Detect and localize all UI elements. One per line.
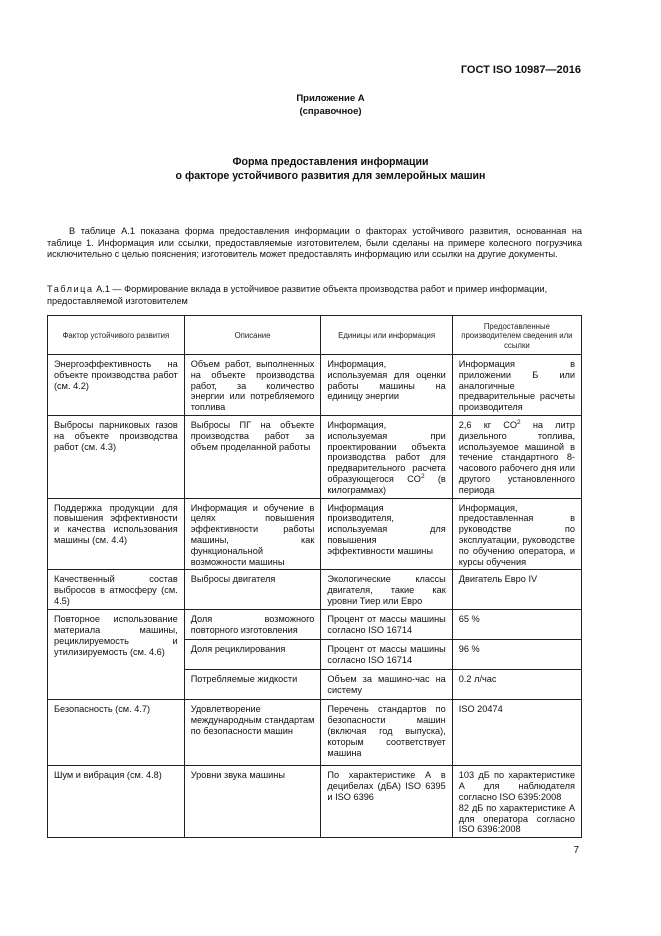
cell-info: ISO 20474 (452, 700, 581, 766)
annex-title: Приложение А (296, 93, 365, 104)
section-title-line1: Форма предоставления информации (232, 156, 429, 168)
cell-description: Выбросы ПГ на объекте производства работ за объем проделанной работы (184, 415, 321, 498)
table-row (48, 355, 582, 416)
header-description: Описание (184, 316, 321, 355)
units-text: Информация, используемая при проектировании объекта производства работ для предварительного расчета образующегося CO (327, 419, 446, 484)
header-units: Единицы или информация (321, 316, 452, 355)
cell-description: Доля возможного повторного изготовления (184, 610, 321, 640)
cell-units: Процент от массы машины согласно ISO 16714 (321, 610, 452, 640)
info-line-operator: 82 дБ по характеристике А для оператора согласно ISO 6396:2008 (458, 802, 575, 835)
cell-info: 96 % (452, 640, 581, 670)
info-line-observer: 103 дБ по характеристике А для наблюдателя согласно ISO 6395:2008 (458, 770, 575, 802)
section-title-line2: о факторе устойчивого развития для землеройных машин (175, 170, 486, 182)
table-caption-label: Таблица (47, 284, 94, 294)
page-number: 7 (573, 845, 579, 856)
table-caption (47, 284, 582, 307)
cell-units (321, 415, 452, 498)
cell-description: Объем работ, выполненных на объекте производства работ, за количество энергии или потребляемого топлива (184, 355, 321, 416)
cell-factor: Качественный состав выбросов в атмосферу (см. 4.5) (48, 570, 185, 610)
table-row (48, 610, 582, 640)
intro-text: В таблице А.1 показана форма предоставления информации о факторах устойчивого развития, основанная на таблице 1. Информация или ссылки, предоставляемые изготовителем, были сделаны на примере колесного погрузчика исключительно с целью пояснения; изготовитель может предоставлять информацию или ссылки на другие документы. (47, 226, 582, 259)
cell-description: Информация и обучение в целях повышения эффективности работы машины, как функциональной возможности машины (184, 498, 321, 570)
cell-units: Экологические классы двигателя, такие как уровни Тиер или Евро (321, 570, 452, 610)
annex-subtitle: (справочное) (299, 106, 362, 117)
cell-info (452, 415, 581, 498)
section-title (0, 155, 661, 183)
cell-units: Перечень стандартов по безопасности машин (включая год выпуска), которым соответствует машина (321, 700, 452, 766)
table-row (48, 766, 582, 838)
sustainability-table (47, 315, 582, 838)
cell-info: Двигатель Евро IV (452, 570, 581, 610)
table-row (48, 498, 582, 570)
table-header-row (48, 316, 582, 355)
cell-factor: Энергоэффективность на объекте производства работ (см. 4.2) (48, 355, 185, 416)
cell-units: По характеристике А в децибелах (дБА) ISO 6395 и ISO 6396 (321, 766, 452, 838)
cell-info: Информация, предоставленная в руководстве по эксплуатации, руководстве по обучению оператора, и курсы обучения (452, 498, 581, 570)
info-subscript: 2 (517, 418, 521, 426)
table-row (48, 570, 582, 610)
info-text: 2,6 кг CO (458, 419, 518, 430)
table-caption-text: А.1 — Формирование вклада в устойчивое развитие объекта производства работ и пример информации, предоставляемой изготовителем (47, 284, 548, 306)
cell-factor: Шум и вибрация (см. 4.8) (48, 766, 185, 838)
document-id: ГОСТ ISO 10987—2016 (460, 64, 581, 76)
cell-info: 65 % (452, 610, 581, 640)
cell-units: Информация производителя, используемая для повышения эффективности машины (321, 498, 452, 570)
header-factor: Фактор устойчивого развития (48, 316, 185, 355)
cell-units: Объем за машино-час на систему (321, 670, 452, 700)
cell-units: Процент от массы машины согласно ISO 16714 (321, 640, 452, 670)
cell-factor: Повторное использование материала машины, рециклируемость и утилизируемость (см. 4.6) (48, 610, 185, 700)
table-row (48, 415, 582, 498)
cell-factor: Безопасность (см. 4.7) (48, 700, 185, 766)
cell-units: Информация, используемая для оценки работы машины на единицу энергии (321, 355, 452, 416)
table-row (48, 700, 582, 766)
cell-description: Потребляемые жидкости (184, 670, 321, 700)
cell-factor: Поддержка продукции для повышения эффективности и качества использования машины (см. 4.4) (48, 498, 185, 570)
cell-info (452, 766, 581, 838)
annex-heading (0, 92, 661, 118)
cell-info: Информация в приложении Б или аналогичные предварительные расчеты производителя (452, 355, 581, 416)
intro-paragraph (47, 226, 582, 261)
cell-factor: Выбросы парниковых газов на объекте производства работ (см. 4.3) (48, 415, 185, 498)
units-text-end: (в килограммах) (327, 473, 446, 495)
units-subscript: 2 (420, 472, 425, 480)
cell-description: Удовлетворение международным стандартам по безопасности машин (184, 700, 321, 766)
cell-description: Выбросы двигателя (184, 570, 321, 610)
header-manufacturer-info: Предоставленные производителем сведения или ссылки (452, 316, 581, 355)
cell-info: 0.2 л/час (452, 670, 581, 700)
info-text-end: на литр дизельного топлива, используемое машиной в течение стандартного 8-часового рабочего дня или другого установленного периода (458, 419, 575, 495)
cell-description: Уровни звука машины (184, 766, 321, 838)
cell-description: Доля рециклирования (184, 640, 321, 670)
